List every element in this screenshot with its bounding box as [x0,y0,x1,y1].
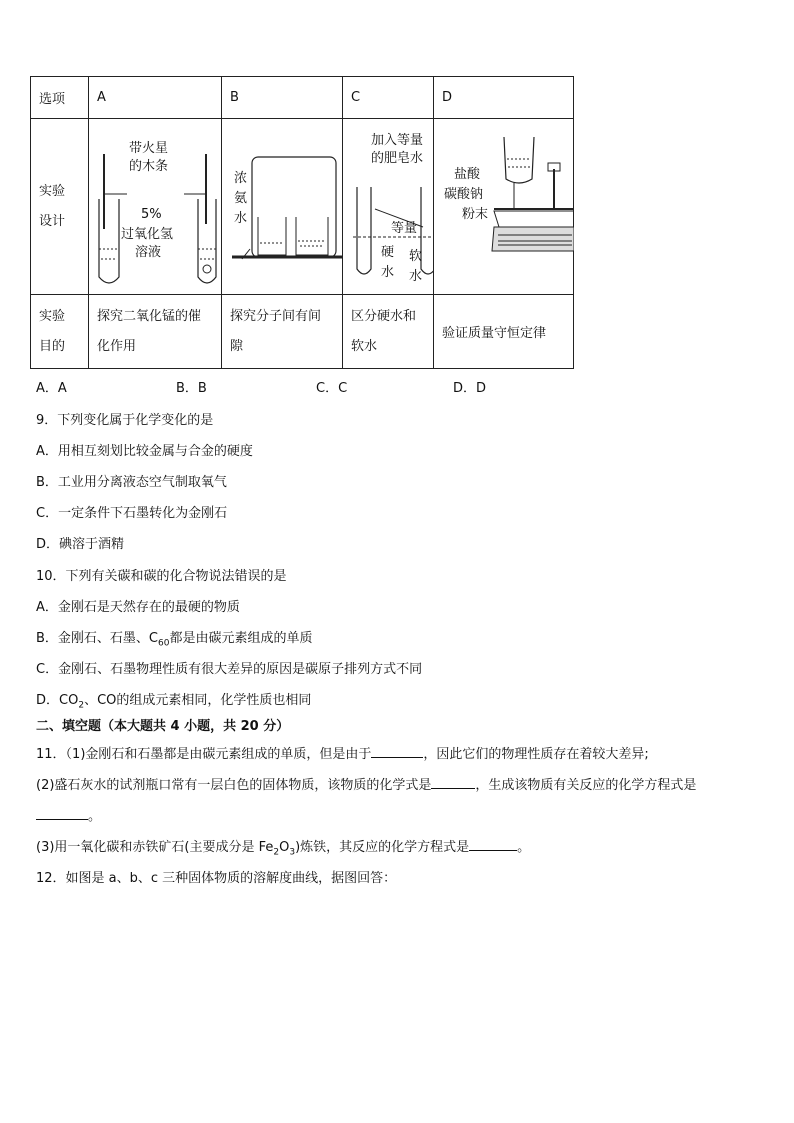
q8-option-b: B．B [176,381,207,396]
diagram-a-label-1: 带火星 [129,141,169,156]
diagram-d-label-2: 碳酸钠 [444,187,484,202]
diagram-a-label-4: 过氧化氢 [121,227,174,242]
diagram-c-label-7: 水 [409,269,423,284]
q10-option-c: C．金刚石、石墨物理性质有很大差异的原因是碳原子排列方式不同 [36,662,423,677]
diagram-d-label-1: 盐酸 [454,167,481,182]
diagram-b-label-3: 水 [234,211,248,226]
q11-part-2: (2)盛石灰水的试剂瓶口常有一层白色的固体物质，该物质的化学式是 ，生成该物质有关反应的化学方程式是 [36,778,697,793]
diagram-c-label-5: 水 [381,265,395,280]
header-option: 选项 [31,77,89,119]
q8-option-d: D．D [453,381,487,396]
diagram-b-beakers [222,119,342,294]
q9-option-a: A．用相互刻划比较金属与合金的硬度 [36,444,253,459]
q10-option-d: D．$CO_2$、CO的组成元素相同，化学性质也相同 [36,693,312,711]
diagram-a-label-3: 5% [141,207,162,222]
q12-stem: 12．如图是 a、b、c 三种固体物质的溶解度曲线，据图回答： [36,871,397,886]
purpose-label: 实验 目的 [31,295,89,369]
purpose-b: 探究分子间有间 隙 [222,295,343,369]
q10-option-b: B．金刚石、石墨、$C_{60}$都是由碳元素组成的单质 [36,631,313,649]
q9-option-d: D．碘溶于酒精 [36,537,125,552]
purpose-c: 区分硬水和 软水 [343,295,434,369]
diagram-a-label-5: 溶液 [135,245,162,260]
purpose-a: 探究二氧化锰的催 化作用 [89,295,222,369]
diagram-c-label-6: 软 [409,249,423,264]
diagram-c-label-3: 等量 [391,221,418,236]
diagram-b-label-1: 浓 [234,171,248,186]
q9-option-b: B．工业用分离液态空气制取氧气 [36,475,227,490]
q11-part-1: 11．（1)金刚石和石墨都是由碳元素组成的单质，但是由于 ，因此它们的物理性质存在着较大差异; [36,747,649,762]
diagram-d-label-3: 粉末 [462,207,489,222]
q11-blank-4[interactable] [469,838,517,851]
design-label: 实验 设计 [31,119,89,295]
diagram-a-cell [89,119,222,295]
experiment-table [30,76,574,369]
q11-part-2-cont: 。 [36,805,101,824]
q11-blank-1[interactable] [371,745,423,758]
q9-option-c: C．一定条件下石墨转化为金刚石 [36,506,228,521]
diagram-d-balance [434,119,574,294]
diagram-a-label-2: 的木条 [129,159,169,174]
section-2-heading: 二、填空题（本大题共 4 小题，共 20 分） [36,719,290,734]
q10-option-a: A．金刚石是天然存在的最硬的物质 [36,600,240,615]
header-b: B [222,77,343,119]
q10-stem: 10．下列有关碳和碳的化合物说法错误的是 [36,569,287,584]
diagram-b-label-2: 氨 [234,191,248,206]
diagram-b-cell [222,119,343,295]
diagram-d-cell [434,119,574,295]
diagram-c-label-1: 加入等量 [371,133,424,148]
header-d: D [434,77,574,119]
purpose-d: 验证质量守恒定律 [434,295,574,369]
header-a: A [89,77,222,119]
q11-part-3: (3)用一氧化碳和赤铁矿石(主要成分是 $Fe_2O_3$)炼铁，其反应的化学方程式是 。 [36,840,531,858]
diagram-c-label-4: 硬 [381,245,395,260]
q11-blank-2[interactable] [431,776,475,789]
diagram-c-cell [343,119,434,295]
diagram-c-label-2: 的肥皂水 [371,151,424,166]
q11-blank-3[interactable] [36,807,88,820]
header-c: C [343,77,434,119]
q8-option-a: A．A [36,381,67,396]
q8-option-c: C．C [316,381,348,396]
q9-stem: 9．下列变化属于化学变化的是 [36,413,214,428]
